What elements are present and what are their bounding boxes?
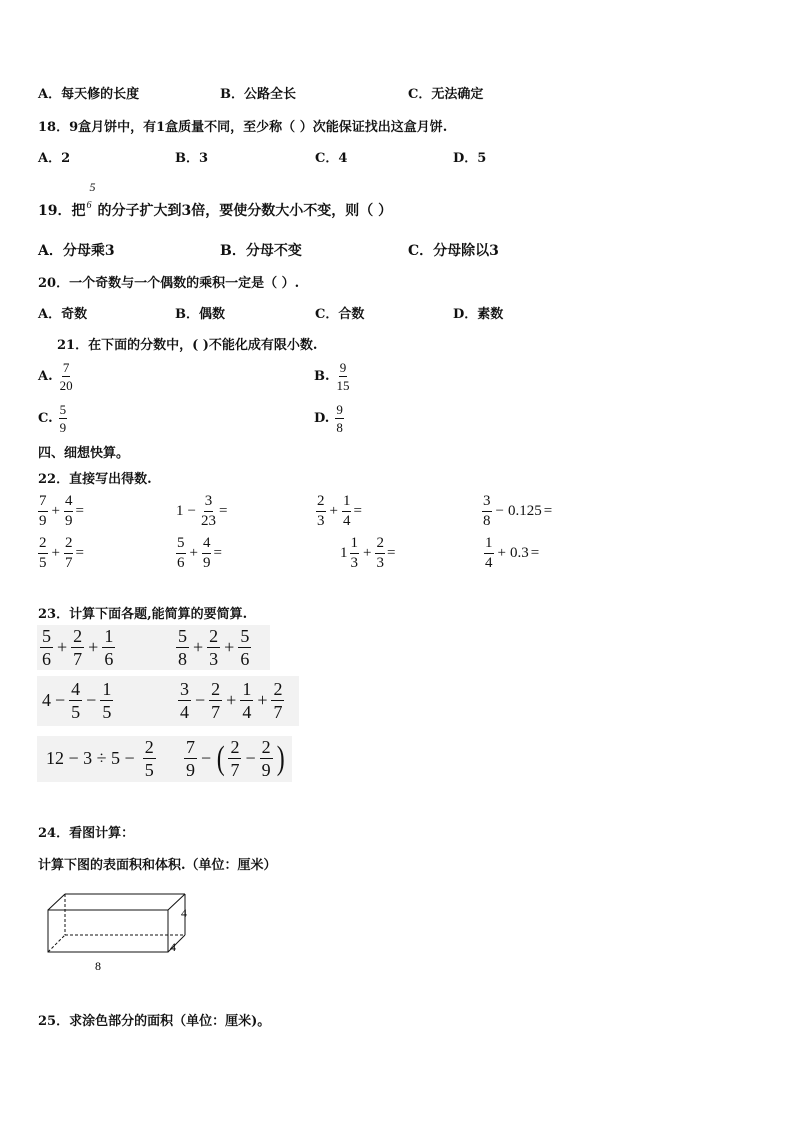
fraction-denominator: 5 — [71, 702, 81, 722]
fraction — [375, 536, 385, 571]
q19-frac-numerator: 5 — [89, 180, 96, 194]
q19-fraction — [85, 180, 97, 220]
fraction — [260, 738, 273, 779]
q22-stem: 22．直接写出得数. — [38, 472, 152, 487]
math-term: + — [497, 545, 506, 561]
q19-stem — [38, 180, 393, 220]
q17-option-b: B．公路全长 — [220, 87, 296, 102]
q19-stem-pre: 19．把 — [38, 203, 86, 219]
q21-b-denominator: 15 — [336, 378, 350, 393]
fraction-denominator: 3 — [376, 555, 384, 571]
math-term: 1 — [340, 545, 348, 561]
math-term: + — [51, 545, 60, 561]
fraction-denominator: 8 — [483, 513, 491, 529]
fraction-numerator: 2 — [375, 536, 385, 554]
fraction-numerator: 1 — [104, 626, 114, 646]
fraction-numerator: 2 — [273, 679, 283, 699]
q24-stem: 24．看图计算： — [38, 826, 135, 841]
fraction-numerator: 2 — [38, 536, 48, 554]
fraction-denominator: 3 — [350, 555, 358, 571]
fraction-numerator: 2 — [144, 737, 154, 757]
q21-option-a — [38, 361, 74, 392]
fraction — [484, 536, 494, 571]
fraction-numerator: 5 — [176, 536, 186, 554]
fraction-denominator: 7 — [273, 702, 283, 722]
fraction-denominator: 6 — [42, 649, 51, 669]
q21-stem: 21．在下面的分数中，( )不能化成有限小数. — [57, 338, 318, 353]
fraction-numerator: 1 — [102, 679, 112, 699]
math-term: − — [495, 503, 504, 519]
fraction-numerator: 2 — [209, 626, 219, 646]
fraction — [184, 738, 197, 779]
q23-expr-1a — [40, 627, 115, 668]
fraction — [238, 627, 251, 668]
q18-option-a: A．2 — [38, 151, 71, 166]
fraction — [100, 680, 113, 721]
section-heading: 四、细想快算。 — [38, 446, 130, 461]
cuboid-length-label: 8 — [95, 959, 101, 973]
fraction-denominator: 7 — [64, 555, 73, 571]
q25-stem: 25．求涂色部分的面积（单位：厘米)。 — [38, 1014, 271, 1029]
q21-option-a-label: A. — [38, 369, 53, 384]
fraction-numerator: 2 — [316, 494, 326, 512]
fraction-denominator: 4 — [242, 702, 252, 722]
q20-option-a: A．奇数 — [38, 307, 88, 322]
q21-option-c-label: C. — [38, 411, 53, 426]
fraction-numerator: 1 — [350, 536, 360, 554]
q19-option-b: B．分母不变 — [220, 243, 302, 259]
math-term: ( — [216, 739, 225, 777]
fraction-denominator: 9 — [202, 555, 211, 571]
q19-option-a: A．分母乘3 — [38, 243, 115, 259]
q22-expr-3 — [316, 494, 362, 529]
fraction-numerator: 3 — [204, 494, 214, 512]
fraction-numerator: 2 — [230, 737, 240, 757]
q18-option-c: C．4 — [315, 151, 348, 166]
cuboid-height-label: 4 — [181, 906, 187, 920]
fraction-denominator: 23 — [200, 513, 216, 529]
fraction — [240, 680, 253, 721]
q21-option-d-label: D. — [314, 411, 330, 426]
fraction-denominator: 3 — [317, 513, 325, 529]
fraction-denominator: 9 — [64, 513, 73, 529]
q18-option-b: B．3 — [175, 151, 209, 166]
q21-option-b — [314, 361, 351, 392]
fraction-numerator: 5 — [178, 626, 187, 646]
fraction-denominator: 9 — [39, 513, 47, 529]
q23-expr-3b — [184, 738, 286, 779]
math-term: = — [353, 503, 362, 519]
q20-option-b: B．偶数 — [175, 307, 225, 322]
q22-expr-6 — [176, 536, 222, 571]
fraction — [350, 536, 360, 571]
q21-c-numerator: 5 — [59, 402, 67, 417]
math-term: + — [329, 503, 338, 519]
q21-d-numerator: 9 — [336, 402, 343, 417]
math-term: − — [187, 503, 196, 519]
math-term: + — [224, 637, 235, 657]
cuboid-width-label: 4 — [170, 940, 176, 954]
q21-b-numerator: 9 — [339, 360, 347, 375]
fraction-numerator: 2 — [261, 737, 271, 757]
fraction-denominator: 4 — [342, 513, 351, 529]
fraction — [71, 627, 84, 668]
math-term: ) — [276, 739, 285, 777]
fraction-numerator: 2 — [73, 626, 83, 646]
fraction — [178, 680, 191, 721]
fraction-numerator: 7 — [186, 737, 195, 757]
fraction — [200, 494, 217, 529]
fraction-denominator: 7 — [73, 649, 83, 669]
fraction-denominator: 9 — [261, 760, 271, 780]
fraction — [176, 536, 186, 571]
fraction — [202, 536, 212, 571]
fraction-denominator: 5 — [144, 760, 154, 780]
fraction-numerator: 1 — [342, 494, 352, 512]
q19-option-c: C．分母除以3 — [408, 243, 499, 259]
math-term: + — [257, 690, 268, 710]
math-term: + — [57, 637, 68, 657]
q22-expr-2 — [176, 494, 227, 529]
math-term: − — [55, 690, 66, 710]
math-term: + — [88, 637, 99, 657]
fraction-denominator: 4 — [485, 555, 493, 571]
fraction-numerator: 1 — [242, 679, 252, 699]
fraction-denominator: 5 — [39, 555, 47, 571]
q21-option-c — [38, 403, 67, 434]
math-term: 0.125 — [507, 503, 542, 519]
q22-expr-4 — [482, 494, 552, 529]
fraction-numerator: 2 — [64, 536, 74, 554]
math-term: = — [213, 545, 222, 561]
fraction-numerator: 3 — [180, 679, 189, 699]
fraction — [102, 627, 115, 668]
fraction-denominator: 7 — [211, 702, 221, 722]
math-term: = — [75, 503, 84, 519]
fraction-denominator: 6 — [104, 649, 114, 669]
fraction — [64, 536, 74, 571]
math-term: = — [75, 545, 84, 561]
fraction — [316, 494, 326, 529]
math-term: = — [543, 503, 553, 519]
fraction — [176, 627, 189, 668]
math-term: + — [193, 637, 204, 657]
fraction-numerator: 1 — [484, 536, 494, 554]
math-term: 4 — [42, 690, 51, 710]
fraction — [228, 738, 241, 779]
q22-expr-7 — [340, 536, 395, 571]
q21-c-denominator: 9 — [59, 420, 67, 435]
math-term: = — [218, 503, 228, 519]
math-term: + — [51, 503, 60, 519]
q22-expr-1 — [38, 494, 84, 529]
fraction — [40, 627, 53, 668]
fraction — [209, 680, 222, 721]
fraction — [271, 680, 284, 721]
fraction-denominator: 7 — [230, 760, 240, 780]
q21-d-denominator: 8 — [336, 420, 343, 435]
q18-option-d: D．5 — [453, 151, 487, 166]
q21-a-denominator: 20 — [59, 378, 73, 393]
math-term: 1 — [176, 503, 184, 519]
q23-stem: 23．计算下面各题,能简算的要简算. — [38, 607, 248, 622]
fraction — [342, 494, 352, 529]
q19-frac-denominator: 6 — [86, 200, 92, 211]
q17-option-c: C．无法确定 — [408, 87, 484, 102]
fraction-numerator: 2 — [211, 679, 221, 699]
fraction-numerator: 3 — [482, 494, 492, 512]
fraction-numerator: 5 — [240, 626, 250, 646]
math-term: − — [195, 690, 206, 710]
q22-expr-5 — [38, 536, 84, 571]
fraction-denominator: 4 — [180, 702, 189, 722]
q20-stem: 20．一个奇数与一个偶数的乘积一定是（ ）. — [38, 276, 300, 291]
fraction-numerator: 7 — [38, 494, 48, 512]
fraction — [207, 627, 220, 668]
q20-option-c: C．合数 — [315, 307, 365, 322]
q20-option-d: D．素数 — [453, 307, 504, 322]
cuboid-figure — [40, 888, 200, 973]
fraction — [38, 494, 48, 529]
fraction-numerator: 4 — [64, 494, 74, 512]
fraction — [38, 536, 48, 571]
q24-subtitle: 计算下图的表面积和体积.（单位：厘米） — [38, 858, 277, 873]
fraction-denominator: 5 — [102, 702, 112, 722]
math-term: 12 − 3 ÷ 5 − — [46, 748, 135, 768]
q23-expr-3a — [46, 738, 156, 779]
math-term: = — [530, 545, 540, 561]
fraction-denominator: 6 — [177, 555, 185, 571]
math-term: = — [386, 545, 396, 561]
math-term: − — [86, 690, 97, 710]
fraction-denominator: 3 — [209, 649, 219, 669]
fraction — [482, 494, 492, 529]
q23-expr-2b — [178, 680, 284, 721]
fraction-numerator: 5 — [42, 626, 51, 646]
q18-stem: 18．9盒月饼中，有1盒质量不同，至少称（ ）次能保证找出这盒月饼. — [38, 120, 448, 135]
fraction-numerator: 4 — [71, 679, 81, 699]
fraction-denominator: 6 — [240, 649, 250, 669]
fraction-numerator: 4 — [202, 536, 212, 554]
math-term: + — [226, 690, 237, 710]
fraction — [64, 494, 74, 529]
math-term: 0.3 — [509, 545, 529, 561]
q19-stem-post: 的分子扩大到3倍，要使分数大小不变，则（ ） — [97, 203, 393, 219]
fraction — [69, 680, 82, 721]
math-term: − — [201, 748, 212, 768]
q23-expr-2a — [42, 680, 113, 721]
fraction-denominator: 9 — [186, 760, 195, 780]
math-term: + — [189, 545, 198, 561]
fraction-denominator: 8 — [178, 649, 187, 669]
math-term: − — [245, 748, 256, 768]
math-term: + — [363, 545, 372, 561]
q21-option-d — [314, 403, 344, 434]
fraction — [143, 738, 156, 779]
q23-expr-1b — [176, 627, 251, 668]
q21-option-b-label: B. — [314, 369, 330, 384]
q17-option-a: A．每天修的长度 — [38, 87, 140, 102]
q22-expr-8 — [484, 536, 539, 571]
q21-a-numerator: 7 — [62, 360, 70, 375]
